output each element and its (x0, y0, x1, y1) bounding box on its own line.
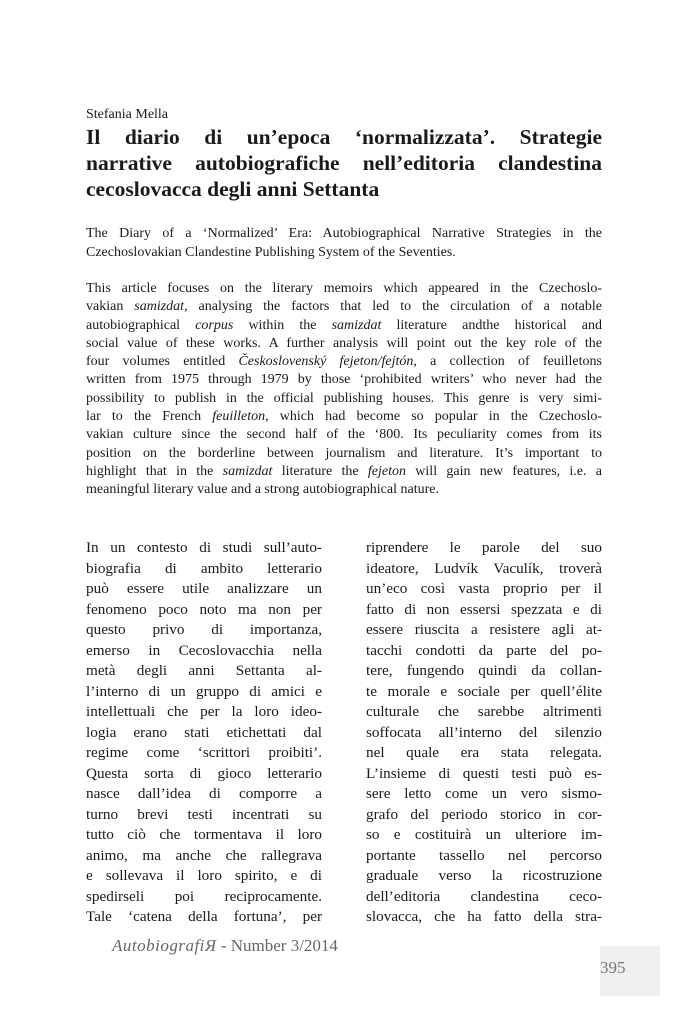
body-line: un’eco così vasta proprio per il (366, 580, 602, 597)
abstract-text: autobiographical (86, 317, 196, 333)
abstract-line (86, 390, 602, 408)
abstract-text: written from 1975 through 1979 by those ‘prohibited writers’ who never had the (86, 372, 602, 388)
body-line: L’insieme di questi testi può es- (366, 764, 602, 782)
page-number: 395 (600, 958, 626, 977)
article-title (86, 124, 602, 202)
body-line: nel quale era stata relegata. (366, 744, 602, 761)
abstract-line (86, 298, 602, 316)
abstract-italic: Československý fejeton/fejtón (238, 354, 414, 370)
body-line: logia erano stati etichettati dal (86, 723, 322, 741)
title-line: cecoslovacca degli anni Settanta (86, 177, 380, 201)
body-line: fenomeno poco noto ma non per (86, 600, 322, 618)
author-name: Stefania Mella (86, 107, 169, 122)
abstract-text: , which had become so popular in the Czechoslo- (265, 409, 602, 425)
body-line: Questa sorta di gioco letterario (86, 764, 322, 782)
body-line: In un contesto di studi sull’auto- (86, 539, 322, 556)
abstract-line (86, 280, 602, 298)
body-line: intellettuali che per la loro ideo- (86, 703, 322, 720)
abstract-text: within the (233, 317, 332, 333)
body-line: emerso in Cecoslovacchia nella (86, 641, 322, 659)
body-line: grafo del periodo storico in cor- (366, 805, 602, 823)
abstract-text: literature the (272, 463, 368, 479)
abstract-text: This article focuses on the literary memoirs which appeared in the Czechoslo- (86, 281, 602, 296)
abstract-text: meaningful literary value and a strong autobiographical nature. (86, 482, 439, 498)
body-line: biografia di ambito letterario (86, 559, 322, 577)
body-line: dell’editoria clandestina ceco- (366, 887, 602, 905)
abstract-text: highlight that in the (86, 463, 223, 479)
abstract-text: , a collection of feuilletons (413, 354, 602, 370)
body-line: Tale ‘catena della fortuna’, per (86, 908, 322, 925)
body-column-right (366, 538, 602, 928)
abstract-line (86, 481, 602, 499)
body-line: te morale e sociale per quell’élite (366, 682, 602, 700)
body-line: l’interno di un gruppo di amici e (86, 682, 322, 700)
body-line: ideatore, Ludvík Vaculík, troverà (366, 559, 602, 577)
abstract-italic: samizdat (222, 463, 273, 479)
body-line: nasce dall’idea di comporre a (86, 785, 322, 802)
body-line: riprendere le parole del suo (366, 539, 602, 556)
body-line: so e costituirà un ulteriore im- (366, 826, 602, 843)
body-column-left (86, 538, 322, 928)
body-line: tacchi condotti da parte del po- (366, 641, 602, 659)
abstract-line (86, 463, 602, 481)
abstract-text: vakian culture since the second half of the ‘800. Its peculiarity comes from its (86, 427, 602, 443)
abstract-text: , analysing the factors that led to the circulation of a notable (184, 299, 602, 315)
abstract-italic: fejeton (367, 463, 407, 479)
abstract-text: possibility to publish in the official publishing houses. This genre is very simi- (86, 390, 602, 406)
body-line: può essere utile analizzare un (86, 580, 322, 597)
title-line: narrative autobiografiche nell’editoria clandestina (86, 151, 602, 175)
body-line: graduale verso la ricostruzione (366, 867, 602, 884)
abstract-line (86, 353, 602, 371)
abstract-text: will gain new features, i.e. a (406, 463, 603, 479)
body-line: essere riuscita a resistere agli at- (366, 621, 602, 638)
body-line: regime come ‘scrittori proibiti’. (86, 744, 322, 761)
body-line: slovacca, che ha fatto della stra- (366, 908, 602, 925)
abstract (86, 280, 602, 500)
abstract-italic: feuilleton (212, 409, 266, 425)
body-line: sere letto come un vero sismo- (366, 785, 602, 802)
body-line: tere, fungendo quindi da collan- (366, 662, 602, 679)
abstract-text: four volumes entitled (86, 354, 239, 370)
abstract-italic: samizdat (331, 317, 382, 333)
abstract-line (86, 445, 602, 463)
abstract-text: position on the borderline between journalism and literature. It’s important to (86, 445, 602, 461)
abstract-line (86, 426, 602, 444)
abstract-text: vakian (86, 299, 135, 315)
title-line: Il diario di un’epoca ‘normalizzata’. Strategie (86, 125, 602, 149)
body-line: fatto di non essersi spezzata e di (366, 600, 602, 618)
body-line: e sollevava il loro spirito, e di (86, 867, 322, 884)
abstract-line (86, 371, 602, 389)
body-line: tutto ciò che tormentava il loro (86, 826, 322, 843)
abstract-line (86, 335, 602, 353)
body-line: turno brevi testi incentrati su (86, 805, 322, 823)
abstract-italic: corpus (195, 317, 234, 333)
body-line: spedirseli poi reciprocamente. (86, 887, 322, 905)
body-line: portante tassello nel percorso (366, 846, 602, 864)
body-line: soffocata all’interno del silenzio (366, 723, 602, 741)
abstract-text: literature andthe historical and (381, 317, 603, 333)
abstract-text: social value of these works. A further analysis will point out the key role of the (86, 335, 602, 351)
abstract-line (86, 408, 602, 426)
body-line: animo, ma anche che rallegrava (86, 846, 322, 864)
body-line: questo privo di importanza, (86, 621, 322, 638)
body-line: culturale che sarebbe altrimenti (366, 703, 602, 720)
abstract-line (86, 317, 602, 335)
journal-logo: AutobiografiЯ (112, 936, 217, 955)
abstract-italic: samizdat (134, 299, 185, 315)
abstract-text: lar to the French (86, 409, 213, 425)
journal-issue: - Number 3/2014 (216, 936, 338, 955)
english-title-line: The Diary of a ‘Normalized’ Era: Autobiographical Narrative Strategies in the (86, 226, 602, 241)
english-title-line: Czechoslovakian Clandestine Publishing System of the Seventies. (86, 245, 456, 260)
journal-footer (112, 936, 338, 956)
body-line: metà degli anni Settanta al- (86, 662, 322, 679)
english-title (86, 224, 602, 262)
